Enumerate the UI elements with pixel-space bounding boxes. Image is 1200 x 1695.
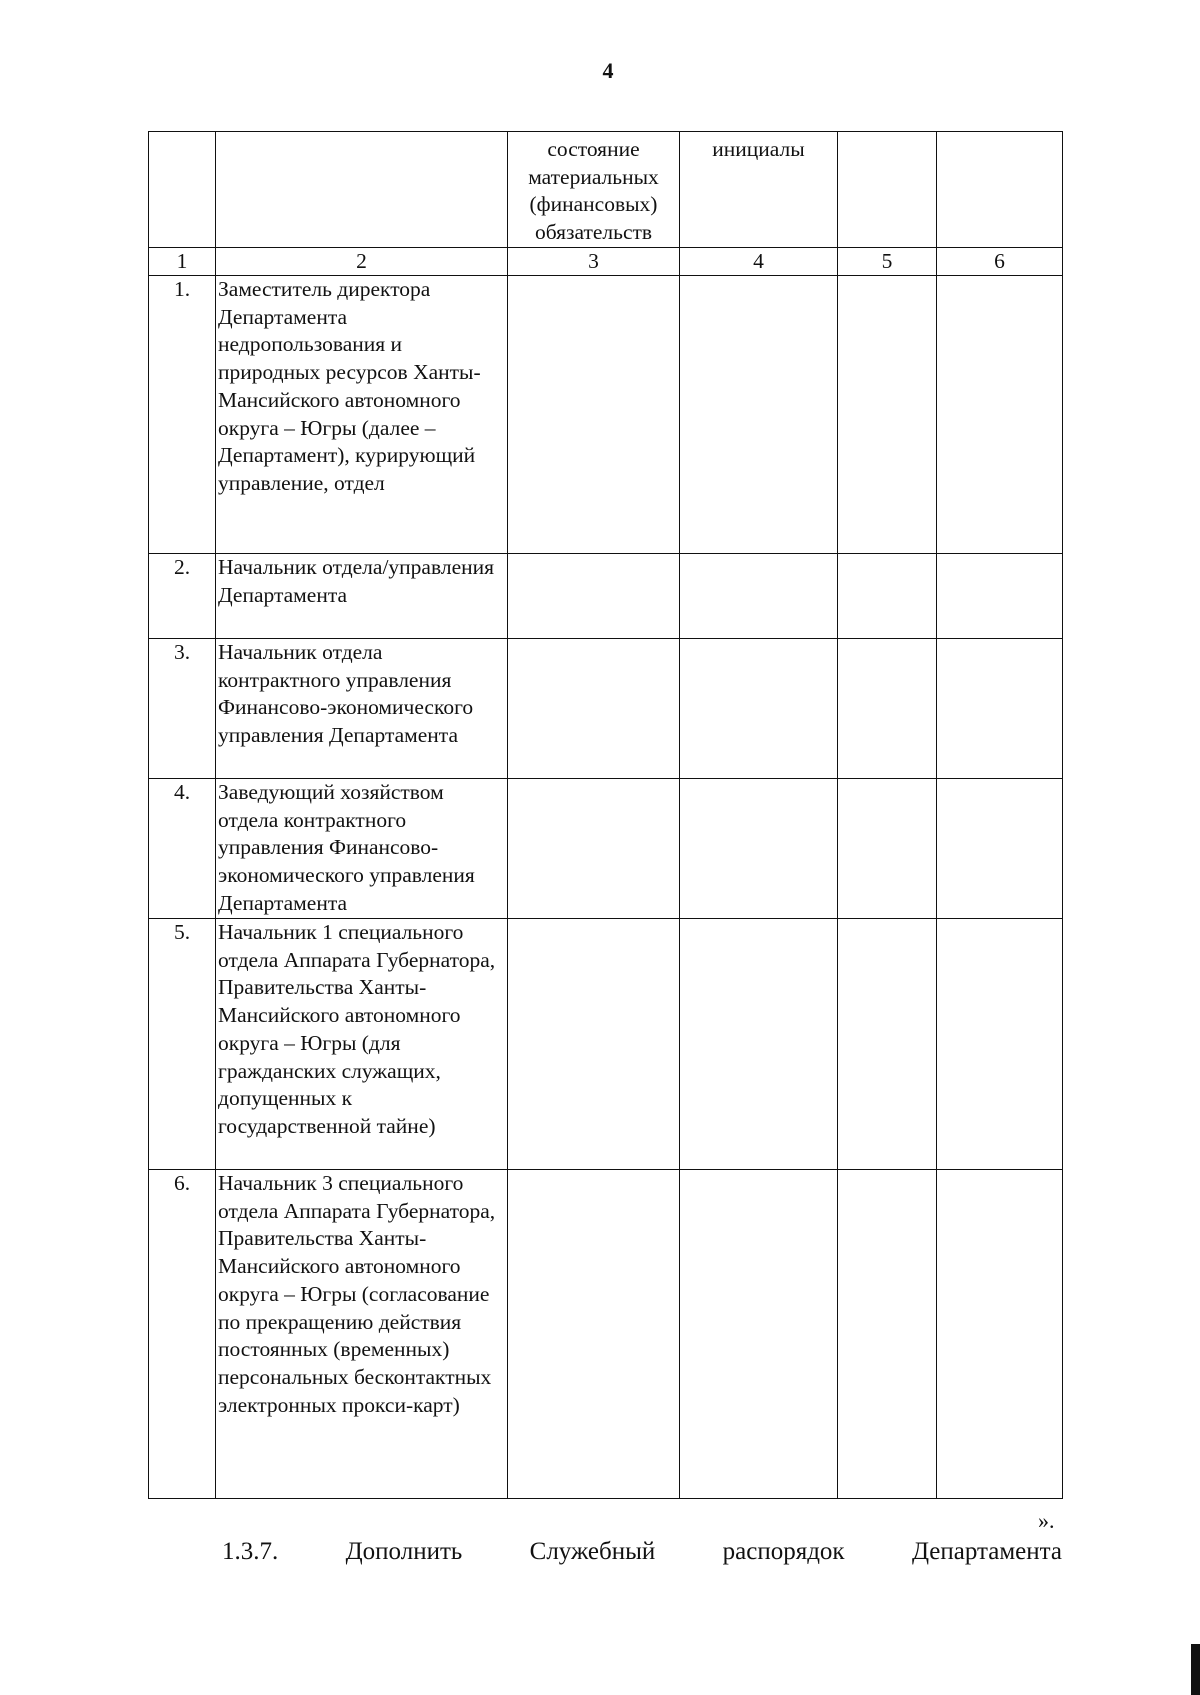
paragraph-word: Служебный <box>529 1538 656 1565</box>
position-title: Заместитель директора Департамента недропользования и природных ресурсов Ханты-Мансийского автономного округа – Югры (далее – Департамент), курирующий управление, отдел <box>216 276 508 554</box>
position-title: Начальник отдела контрактного управления Финансово-экономического управления Департамента <box>216 639 508 779</box>
column-number: 1 <box>149 248 216 276</box>
empty-cell <box>937 554 1063 639</box>
table-row <box>149 554 1063 639</box>
empty-cell <box>508 1170 680 1499</box>
empty-cell <box>838 919 937 1170</box>
paragraph-word: Дополнить <box>345 1538 463 1565</box>
empty-cell <box>680 919 838 1170</box>
row-number: 1. <box>149 276 216 554</box>
empty-cell <box>838 1170 937 1499</box>
paragraph-word: Департамента <box>911 1538 1062 1565</box>
empty-cell <box>937 639 1063 779</box>
table-row <box>149 276 1063 554</box>
closing-quote: ». <box>1038 1508 1055 1533</box>
continuation-paragraph <box>222 1538 1062 1566</box>
empty-cell <box>508 639 680 779</box>
empty-cell <box>937 1170 1063 1499</box>
empty-cell <box>680 639 838 779</box>
scan-edge-mark <box>1191 1644 1200 1695</box>
column-number: 3 <box>508 248 680 276</box>
empty-cell <box>838 276 937 554</box>
empty-cell <box>508 276 680 554</box>
header-cell-6 <box>937 132 1063 248</box>
empty-cell <box>680 554 838 639</box>
page-number: 4 <box>602 58 614 83</box>
clause-number: 1.3.7. <box>222 1538 279 1565</box>
position-title: Заведующий хозяйством отдела контрактного управления Финансово-экономического управления Департамента <box>216 779 508 919</box>
table-row <box>149 1170 1063 1499</box>
header-cell-4: инициалы <box>680 132 838 248</box>
header-cell-5 <box>838 132 937 248</box>
row-number: 4. <box>149 779 216 919</box>
empty-cell <box>937 276 1063 554</box>
empty-cell <box>838 639 937 779</box>
position-title: Начальник 1 специального отдела Аппарата Губернатора, Правительства Ханты-Мансийского автономного округа – Югры (для гражданских служащих, допущенных к государственной тайне) <box>216 919 508 1170</box>
empty-cell <box>680 276 838 554</box>
row-number: 2. <box>149 554 216 639</box>
table-header-continuation <box>149 132 1063 248</box>
approval-table <box>148 131 1063 1499</box>
position-title: Начальник отдела/управления Департамента <box>216 554 508 639</box>
position-title: Начальник 3 специального отдела Аппарата Губернатора, Правительства Ханты-Мансийского автономного округа – Югры (согласование по прекращению действия постоянных (временных) персональных бесконтактных электронных прокси-карт) <box>216 1170 508 1499</box>
table-row <box>149 919 1063 1170</box>
table-row <box>149 639 1063 779</box>
column-number: 6 <box>937 248 1063 276</box>
header-cell-2 <box>216 132 508 248</box>
empty-cell <box>937 779 1063 919</box>
column-number-row <box>149 248 1063 276</box>
empty-cell <box>508 779 680 919</box>
row-number: 3. <box>149 639 216 779</box>
header-cell-1 <box>149 132 216 248</box>
column-number: 5 <box>838 248 937 276</box>
empty-cell <box>680 1170 838 1499</box>
row-number: 6. <box>149 1170 216 1499</box>
empty-cell <box>838 554 937 639</box>
empty-cell <box>508 919 680 1170</box>
column-number: 2 <box>216 248 508 276</box>
empty-cell <box>838 779 937 919</box>
header-cell-3: состояние материальных (финансовых) обязательств <box>508 132 680 248</box>
empty-cell <box>680 779 838 919</box>
column-number: 4 <box>680 248 838 276</box>
table-row <box>149 779 1063 919</box>
empty-cell <box>937 919 1063 1170</box>
row-number: 5. <box>149 919 216 1170</box>
empty-cell <box>508 554 680 639</box>
paragraph-word: распорядок <box>722 1538 845 1565</box>
